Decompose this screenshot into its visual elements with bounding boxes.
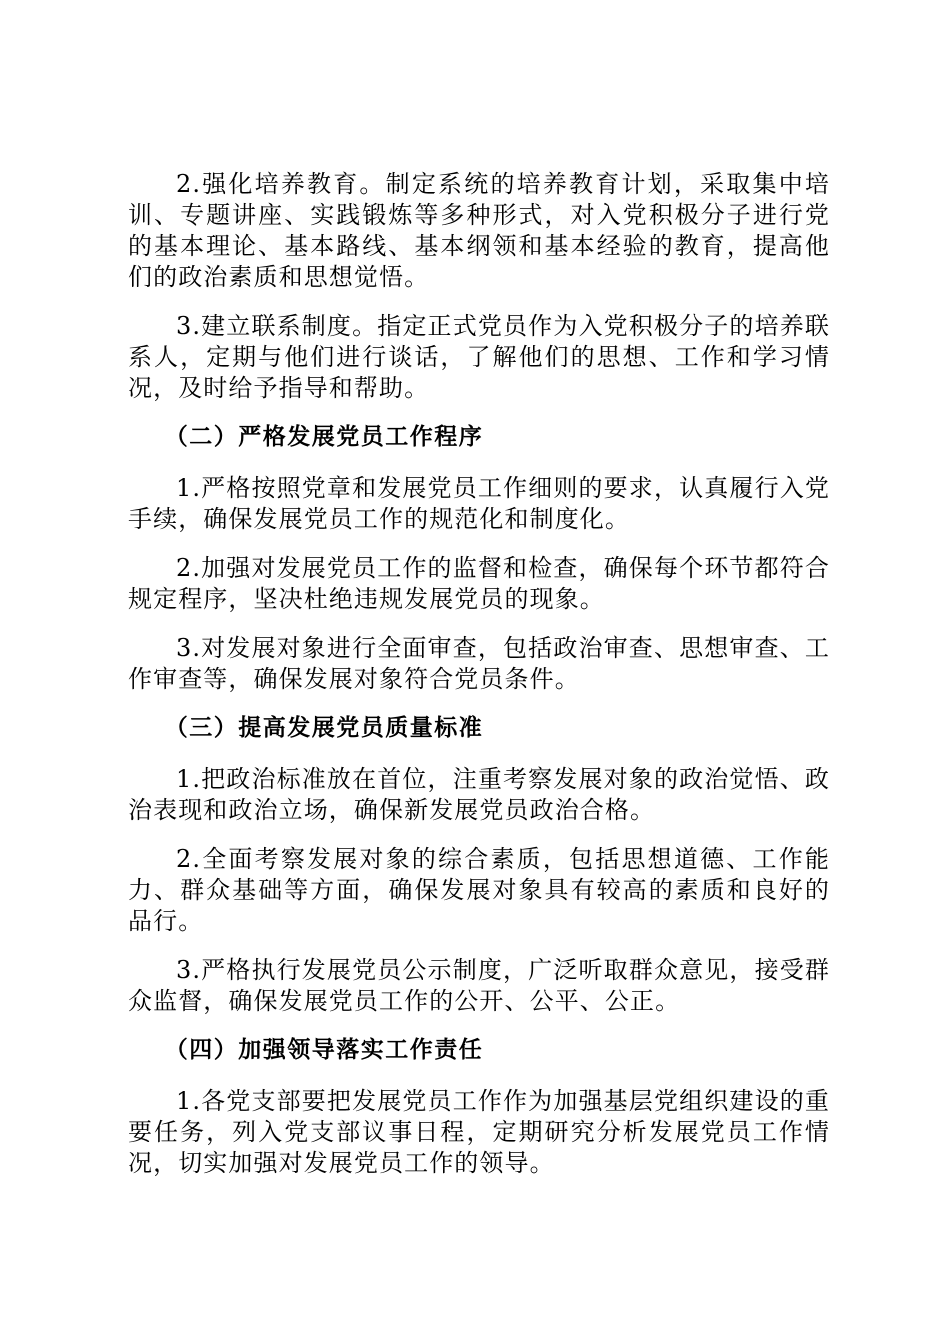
paragraph-procedure-1: 1.严格按照党章和发展党员工作细则的要求，认真履行入党手续，确保发展党员工作的规范化和制度化。 xyxy=(128,474,830,533)
paragraph-leadership-1: 1.各党支部要把发展党员工作作为加强基层党组织建设的重要任务，列入党支部议事日程，定期研究分析发展党员工作情况，切实加强对发展党员工作的领导。 xyxy=(128,1087,830,1177)
paragraph-quality-1: 1.把政治标准放在首位，注重考察发展对象的政治觉悟、政治表现和政治立场，确保新发展党员政治合格。 xyxy=(128,765,830,824)
paragraph-quality-2: 2.全面考察发展对象的综合素质，包括思想道德、工作能力、群众基础等方面，确保发展对象具有较高的素质和良好的品行。 xyxy=(128,845,830,935)
paragraph-procedure-3: 3.对发展对象进行全面审查，包括政治审查、思想审查、工作审查等，确保发展对象符合党员条件。 xyxy=(128,634,830,693)
section-heading-quality: （三）提高发展党员质量标准 xyxy=(164,715,484,741)
section-heading-leadership: （四）加强领导落实工作责任 xyxy=(164,1037,484,1063)
paragraph-quality-3: 3.严格执行发展党员公示制度，广泛听取群众意见，接受群众监督，确保发展党员工作的公开、公平、公正。 xyxy=(128,956,830,1015)
document-body xyxy=(128,169,830,1197)
paragraph-procedure-2: 2.加强对发展党员工作的监督和检查，确保每个环节都符合规定程序，坚决杜绝违规发展党员的现象。 xyxy=(128,554,830,613)
paragraph-contact-system: 3.建立联系制度。指定正式党员作为入党积极分子的培养联系人，定期与他们进行谈话，了解他们的思想、工作和学习情况，及时给予指导和帮助。 xyxy=(128,312,830,402)
paragraph-train-education: 2.强化培养教育。制定系统的培养教育计划，采取集中培训、专题讲座、实践锻炼等多种形式，对入党积极分子进行党的基本理论、基本路线、基本纲领和基本经验的教育，提高他们的政治素质和思想觉悟。 xyxy=(128,170,830,291)
section-heading-procedure: （二）严格发展党员工作程序 xyxy=(164,424,484,450)
